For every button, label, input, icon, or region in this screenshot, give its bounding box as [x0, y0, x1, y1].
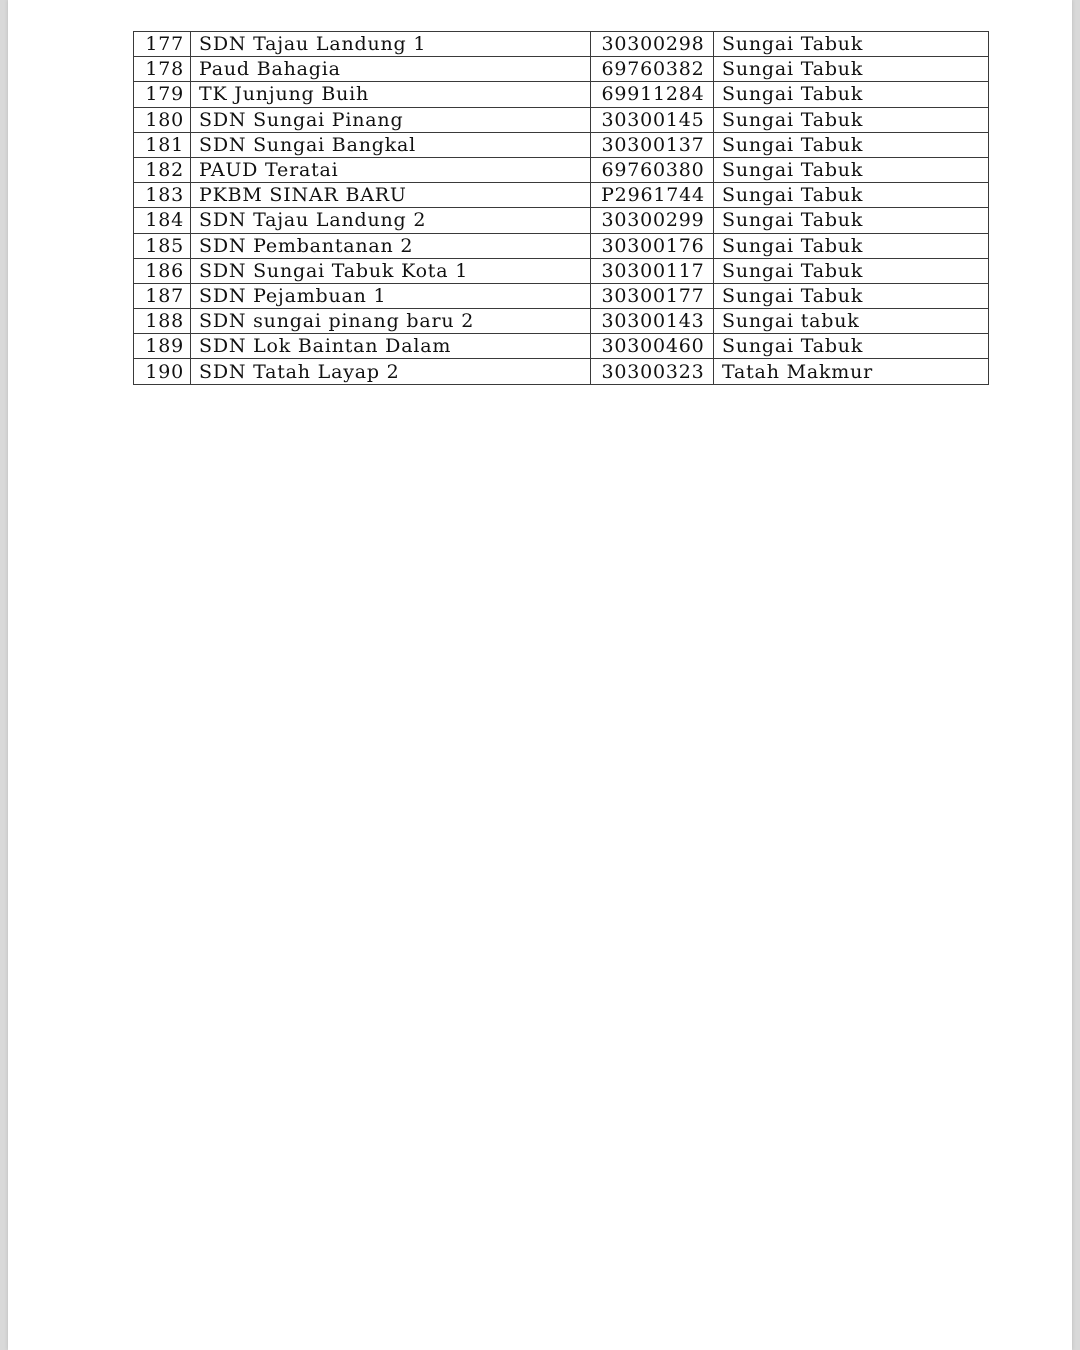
- npsn-cell: 30300323: [591, 359, 714, 384]
- npsn-cell: 30300176: [591, 233, 714, 258]
- district-cell: Sungai Tabuk: [714, 283, 989, 308]
- district-cell: Sungai Tabuk: [714, 258, 989, 283]
- row-number-cell: 182: [134, 157, 191, 182]
- row-number-cell: 177: [134, 32, 191, 57]
- district-cell: Sungai tabuk: [714, 309, 989, 334]
- table-row: [134, 334, 989, 359]
- school-name-cell: SDN Sungai Pinang: [191, 107, 591, 132]
- table-row: [134, 32, 989, 57]
- school-name-cell: Paud Bahagia: [191, 57, 591, 82]
- row-number-cell: 189: [134, 334, 191, 359]
- school-name-cell: SDN Tatah Layap 2: [191, 359, 591, 384]
- table-row: [134, 107, 989, 132]
- district-cell: Sungai Tabuk: [714, 334, 989, 359]
- row-number-cell: 184: [134, 208, 191, 233]
- school-name-cell: SDN Pejambuan 1: [191, 283, 591, 308]
- row-number-cell: 188: [134, 309, 191, 334]
- school-name-cell: PAUD Teratai: [191, 157, 591, 182]
- school-list-table: [133, 31, 989, 385]
- school-name-cell: SDN Tajau Landung 1: [191, 32, 591, 57]
- school-name-cell: SDN Sungai Tabuk Kota 1: [191, 258, 591, 283]
- npsn-cell: 30300299: [591, 208, 714, 233]
- table-row: [134, 359, 989, 384]
- row-number-cell: 183: [134, 183, 191, 208]
- document-page: [8, 0, 1072, 1350]
- school-name-cell: TK Junjung Buih: [191, 82, 591, 107]
- table-row: [134, 57, 989, 82]
- row-number-cell: 185: [134, 233, 191, 258]
- school-name-cell: PKBM SINAR BARU: [191, 183, 591, 208]
- row-number-cell: 187: [134, 283, 191, 308]
- npsn-cell: 30300137: [591, 132, 714, 157]
- district-cell: Sungai Tabuk: [714, 208, 989, 233]
- district-cell: Sungai Tabuk: [714, 32, 989, 57]
- school-name-cell: SDN Tajau Landung 2: [191, 208, 591, 233]
- table-body: [134, 32, 989, 385]
- table-row: [134, 157, 989, 182]
- table-row: [134, 208, 989, 233]
- district-cell: Sungai Tabuk: [714, 157, 989, 182]
- district-cell: Sungai Tabuk: [714, 132, 989, 157]
- npsn-cell: 30300298: [591, 32, 714, 57]
- npsn-cell: 30300117: [591, 258, 714, 283]
- npsn-cell: 30300145: [591, 107, 714, 132]
- row-number-cell: 190: [134, 359, 191, 384]
- table-row: [134, 82, 989, 107]
- table-row: [134, 283, 989, 308]
- district-cell: Sungai Tabuk: [714, 57, 989, 82]
- row-number-cell: 179: [134, 82, 191, 107]
- district-cell: Sungai Tabuk: [714, 183, 989, 208]
- table-row: [134, 183, 989, 208]
- npsn-cell: 30300177: [591, 283, 714, 308]
- school-name-cell: SDN Pembantanan 2: [191, 233, 591, 258]
- school-name-cell: SDN sungai pinang baru 2: [191, 309, 591, 334]
- npsn-cell: 69760382: [591, 57, 714, 82]
- school-name-cell: SDN Sungai Bangkal: [191, 132, 591, 157]
- npsn-cell: 69760380: [591, 157, 714, 182]
- table-row: [134, 309, 989, 334]
- district-cell: Tatah Makmur: [714, 359, 989, 384]
- npsn-cell: 69911284: [591, 82, 714, 107]
- npsn-cell: P2961744: [591, 183, 714, 208]
- row-number-cell: 180: [134, 107, 191, 132]
- row-number-cell: 186: [134, 258, 191, 283]
- table-row: [134, 258, 989, 283]
- npsn-cell: 30300460: [591, 334, 714, 359]
- row-number-cell: 181: [134, 132, 191, 157]
- row-number-cell: 178: [134, 57, 191, 82]
- district-cell: Sungai Tabuk: [714, 233, 989, 258]
- table-row: [134, 132, 989, 157]
- school-name-cell: SDN Lok Baintan Dalam: [191, 334, 591, 359]
- district-cell: Sungai Tabuk: [714, 107, 989, 132]
- npsn-cell: 30300143: [591, 309, 714, 334]
- table-row: [134, 233, 989, 258]
- district-cell: Sungai Tabuk: [714, 82, 989, 107]
